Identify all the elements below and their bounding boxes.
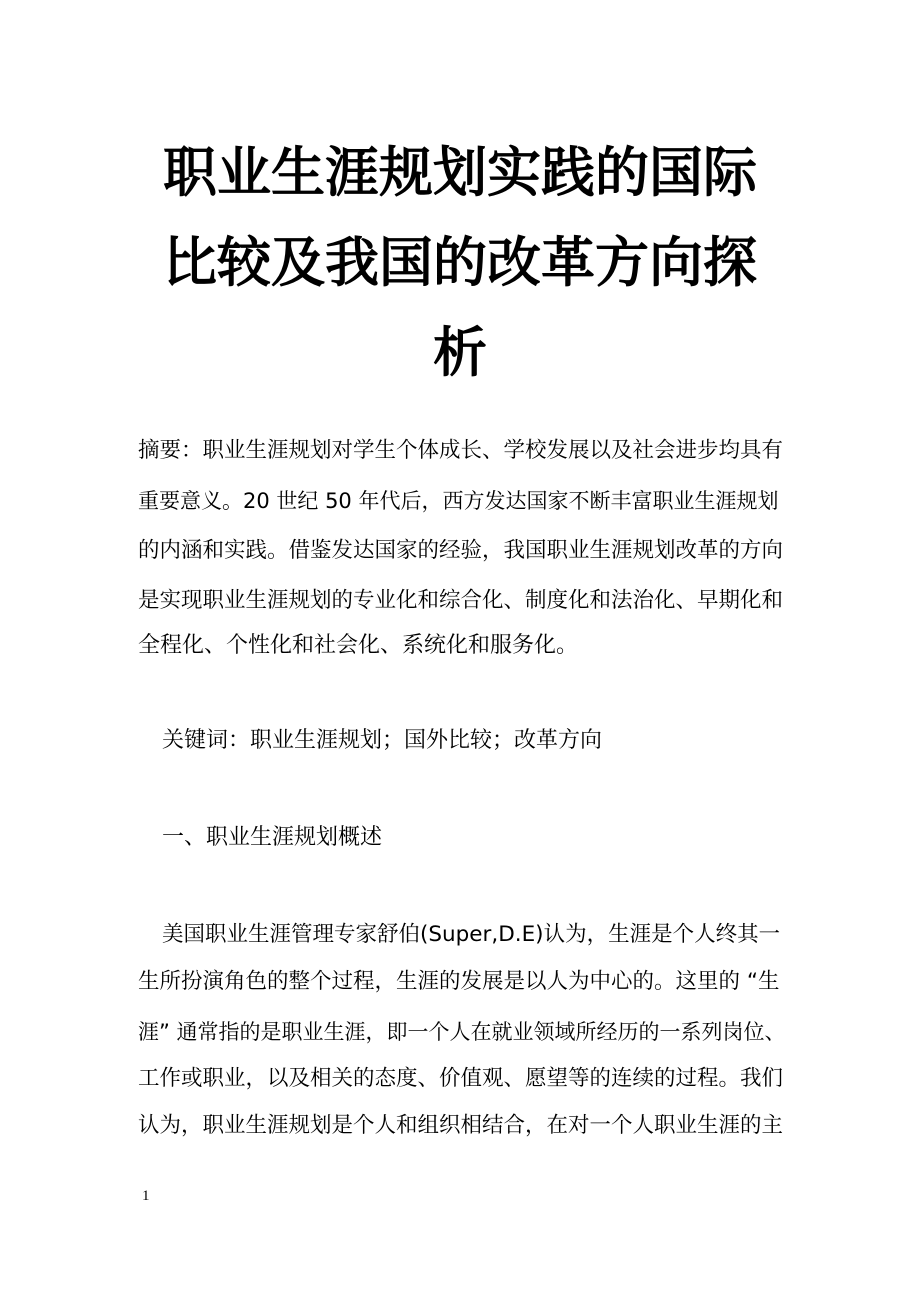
paragraph-line: 工作或职业，以及相关的态度、价值观、愿望等的连续的过程。我们 xyxy=(138,1066,784,1091)
page-number: 1 xyxy=(142,1188,150,1204)
title-line-2: 比较及我国的改革方向探 xyxy=(163,231,757,294)
section-heading: 一、职业生涯规划概述 xyxy=(162,825,383,850)
paragraph-line: 认为，职业生涯规划是个人和组织相结合，在对一个人职业生涯的主 xyxy=(138,1113,784,1138)
abstract-line: 重要意义。20 世纪 50 年代后，西方发达国家不断丰富职业生涯规划 xyxy=(138,489,779,513)
paragraph-line: 生所扮演角色的整个过程，生涯的发展是以人为中心的。这里的 “生 xyxy=(138,969,780,994)
paragraph-line: 美国职业生涯管理专家舒伯(Super,D.E)认为，生涯是个人终其一 xyxy=(162,922,781,947)
document-title xyxy=(138,128,782,398)
title-line-1: 职业生涯规划实践的国际 xyxy=(163,141,757,204)
keywords: 关键词：职业生涯规划；国外比较；改革方向 xyxy=(162,728,603,753)
abstract-line: 的内涵和实践。借鉴发达国家的经验，我国职业生涯规划改革的方向 xyxy=(138,538,784,563)
abstract-line: 全程化、个性化和社会化、系统化和服务化。 xyxy=(138,633,579,658)
abstract-line: 摘要：职业生涯规划对学生个体成长、学校发展以及社会进步均具有 xyxy=(138,438,784,463)
abstract-line: 是实现职业生涯规划的专业化和综合化、制度化和法治化、早期化和 xyxy=(138,588,784,613)
paragraph-line: 涯” 通常指的是职业生涯，即一个人在就业领域所经历的一系列岗位、 xyxy=(138,1020,786,1044)
title-line-3: 析 xyxy=(433,321,487,384)
